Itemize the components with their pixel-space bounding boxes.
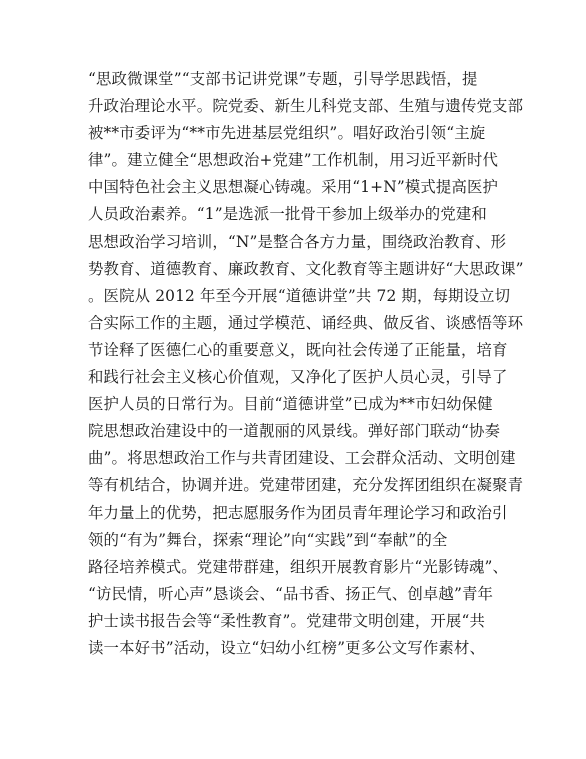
text-line: 医护人员的日常行为。目前“道德讲堂”已成为**市妇幼保健 [88, 395, 493, 414]
text-line: 曲”。将思想政治工作与共青团建设、工会群众活动、文明创建 [88, 449, 516, 468]
text-line: 路径培养模式。党建带群建，组织开展教育影片“光影铸魂”、 [88, 557, 509, 576]
text-line: 中国特色社会主义思想凝心铸魂。采用“1+N”模式提高医护 [88, 178, 499, 197]
text-line: 人员政治素养。“1”是选派一批骨干参加上级举办的党建和 [88, 205, 487, 224]
body-paragraph [88, 66, 524, 662]
text-line: 。医院从 2012 年至今开展“道德讲堂”共 72 期，每期设立切 [88, 286, 511, 305]
text-line: “访民情，听心声”恳谈会、“品书香、扬正气、创卓越”青年 [88, 584, 494, 603]
text-line: 领的“有为”舞台，探索“理论”向“实践”到“奉献”的全 [88, 530, 448, 549]
text-line: 读一本好书”活动，设立“妇幼小红榜”更多公文写作素材、 [88, 638, 486, 657]
text-line: “思政微课堂”“支部书记讲党课”专题，引导学思践悟，提 [88, 70, 478, 88]
text-line: 年力量上的优势，把志愿服务作为团员青年理论学习和政治引 [88, 503, 508, 522]
text-line: 院思想政治建设中的一道靓丽的风景线。弹好部门联动“协奏 [88, 422, 501, 441]
text-line: 节诠释了医德仁心的重要意义，既向社会传递了正能量，培育 [88, 340, 508, 359]
text-line: 被**市委评为“**市先进基层党组织”。唱好政治引领“主旋 [88, 124, 486, 143]
text-line: 合实际工作的主题，通过学模范、诵经典、做反省、谈感悟等环 [88, 313, 524, 332]
text-line: 和践行社会主义核心价值观，又净化了医护人员心灵，引导了 [88, 368, 508, 387]
text-line: 升政治理论水平。院党委、新生儿科党支部、生殖与遗传党支部 [88, 97, 524, 116]
text-line: 律”。建立健全“思想政治+党建”工作机制，用习近平新时代 [88, 151, 499, 170]
text-line: 等有机结合，协调并进。党建带团建，充分发挥团组织在凝聚青 [88, 476, 524, 495]
text-line: 势教育、道德教育、廉政教育、文化教育等主题讲好“大思政课” [88, 259, 524, 278]
text-line: 护士读书报告会等“柔性教育”。党建带文明创建，开展“共 [88, 611, 486, 630]
text-line: 思想政治学习培训，“N”是整合各方力量，围绕政治教育、形 [88, 232, 507, 251]
